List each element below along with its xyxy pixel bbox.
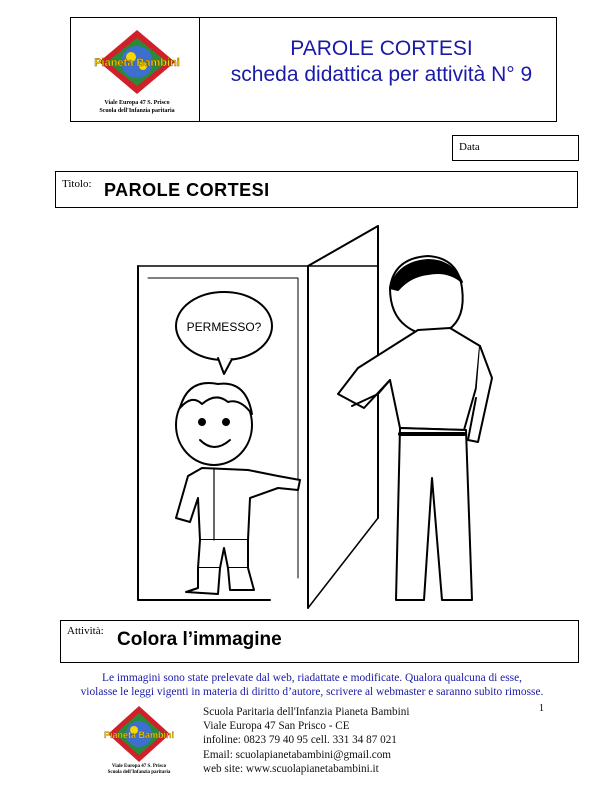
coloring-illustration (128, 218, 508, 610)
disclaimer-line2: violasse le leggi vigenti in materia di diritto d’autore, scrivere al webmaster e saranno subito rimosse. (80, 686, 544, 698)
logo-subtitle-2: Scuola dell'Infanzia paritaria (99, 108, 175, 114)
footer-logo-brand: Pianeta Bambini (103, 730, 175, 740)
footer-contact (203, 705, 409, 776)
page-title-line1: PAROLE CORTESI (290, 37, 473, 60)
boy-figure (176, 383, 300, 594)
page-number: 1 (539, 703, 544, 714)
page-title-line2: scheda didattica per attività N° 9 (230, 63, 533, 86)
disclaimer-line1: Le immagini sono state prelevate dal web, riadattate e modificate. Qualora qualcuna di esse, (101, 672, 523, 684)
footer-logo-subtitle-1: Viale Europa 47 S. Prisco (111, 764, 167, 769)
footer-logo-subtitle-2: Scuola dell'Infanzia paritaria (107, 770, 171, 774)
footer-logo (92, 704, 186, 774)
footer-email[interactable]: Email: scuolapianetabambini@gmail.com (203, 748, 392, 761)
copyright-disclaimer (22, 671, 602, 699)
speech-bubble-text: PERMESSO? (186, 320, 262, 334)
date-label: Data (459, 141, 480, 153)
school-logo (79, 24, 195, 116)
title-value: PAROLE CORTESI (104, 180, 270, 200)
footer-website[interactable]: web site: www.scuolapianetabambini.it (203, 762, 379, 775)
logo-subtitle-1: Viale Europa 47 S. Prisco (104, 100, 170, 106)
header-divider (199, 18, 200, 121)
footer-phone: infoline: 0823 79 40 95 cell. 331 34 87 021 (203, 734, 397, 747)
footer-school: Scuola Paritaria dell'Infanzia Pianeta Bambini (203, 706, 410, 718)
activity-label: Attività: (67, 625, 104, 637)
logo-brand-text: Pianeta Bambini (94, 57, 180, 69)
man-figure (338, 256, 492, 600)
activity-value: Colora l’immagine (117, 629, 282, 650)
speech-bubble (176, 292, 272, 374)
date-field[interactable] (452, 135, 579, 161)
page-title (211, 36, 552, 88)
header-box (70, 17, 557, 122)
activity-field (60, 620, 579, 663)
footer-address: Viale Europa 47 San Prisco - CE (203, 720, 350, 733)
title-field (55, 171, 578, 208)
title-label: Titolo: (62, 178, 92, 190)
